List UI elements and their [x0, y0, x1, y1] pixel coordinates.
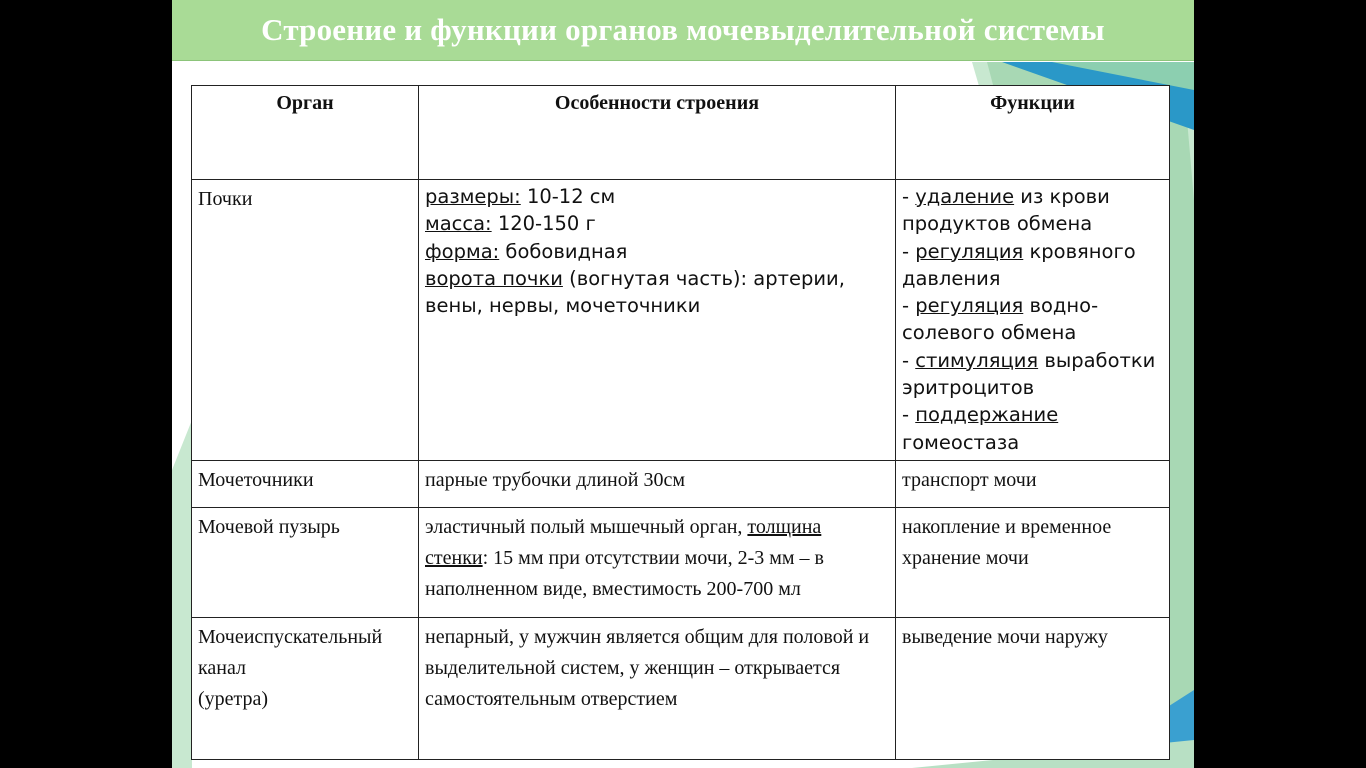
- header-organ: Орган: [192, 86, 419, 180]
- header-structure: Особенности строения: [419, 86, 896, 180]
- functions-cell: транспорт мочи: [896, 460, 1170, 507]
- organ-name: Мочеточники: [192, 460, 419, 507]
- table-row: [192, 507, 1170, 617]
- structure-cell: парные трубочки длиной 30см: [419, 460, 896, 507]
- header-functions: Функции: [896, 86, 1170, 180]
- table-row: [192, 460, 1170, 507]
- organ-name: Мочевой пузырь: [192, 507, 419, 617]
- slide-title: Строение и функции органов мочевыделительной системы: [261, 12, 1105, 47]
- structure-cell: непарный, у мужчин является общим для половой и выделительной систем, у женщин – открывается самостоятельным отверстием: [419, 617, 896, 759]
- slide: [172, 0, 1194, 768]
- organ-name: Мочеиспускательный канал (уретра): [192, 617, 419, 759]
- title-bar: [172, 0, 1194, 61]
- functions-cell: - удаление из крови продуктов обмена - регуляция кровяного давления - регуляция водно- солевого обмена - стимуляция выработки эритроцитов - поддержание гомеостаза: [896, 180, 1170, 461]
- structure-cell: эластичный полый мышечный орган, толщина стенки: 15 мм при отсутствии мочи, 2-3 мм – в наполненном виде, вместимость 200-700 мл: [419, 507, 896, 617]
- functions-cell: выведение мочи наружу: [896, 617, 1170, 759]
- functions-cell: накопление и временное хранение мочи: [896, 507, 1170, 617]
- organ-name: Почки: [192, 180, 419, 461]
- structure-cell: размеры: 10-12 см масса: 120-150 г форма: бобовидная ворота почки (вогнутая часть): артерии, вены, нервы, мочеточники: [419, 180, 896, 461]
- table-row: [192, 180, 1170, 461]
- organs-table: [191, 85, 1170, 760]
- header-row: [192, 86, 1170, 180]
- table-row: [192, 617, 1170, 759]
